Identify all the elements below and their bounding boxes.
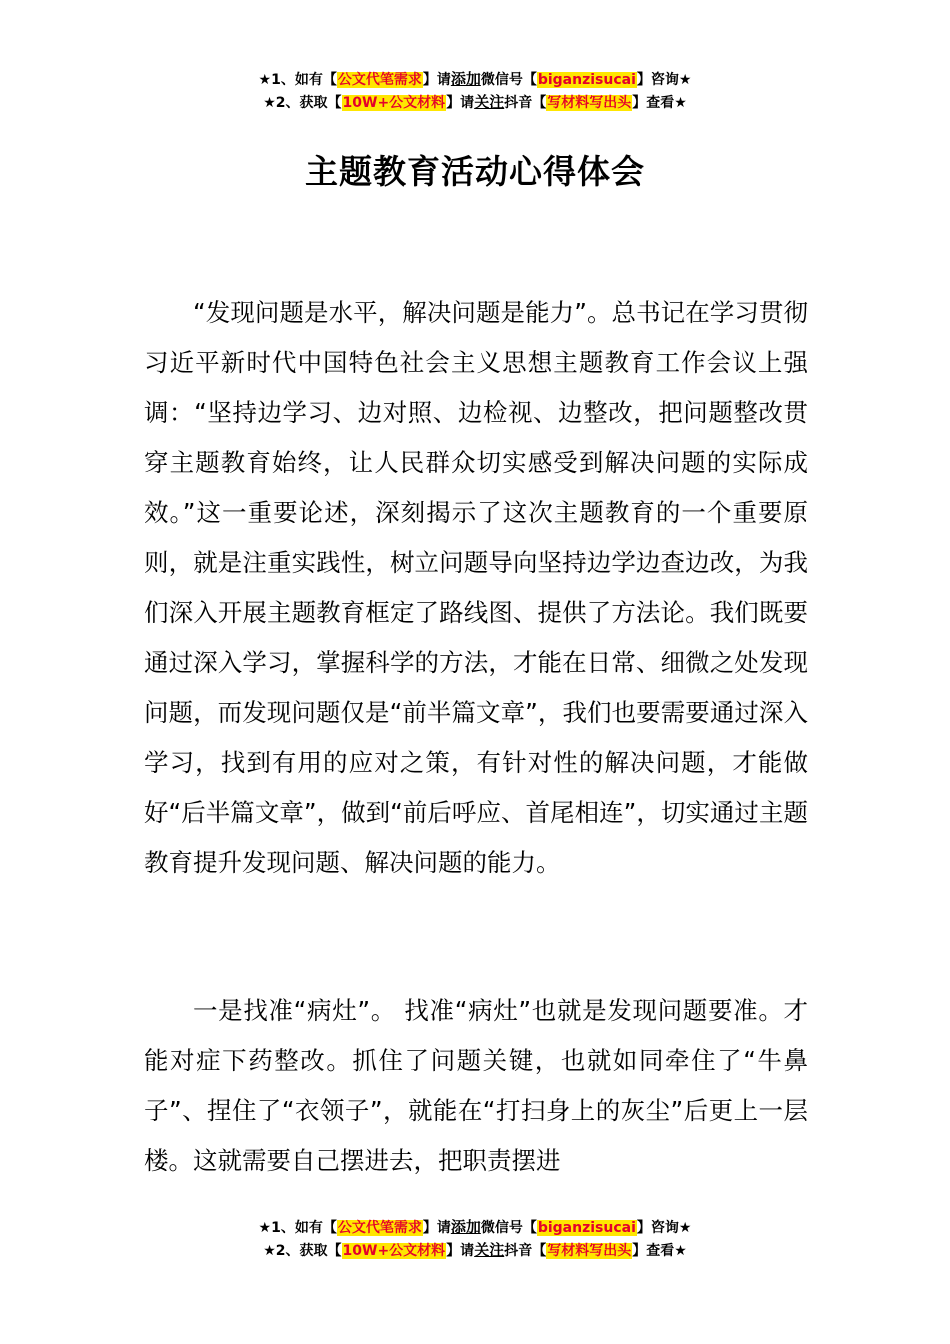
banner-highlight: biganzisucai bbox=[537, 72, 636, 88]
banner-highlight: biganzisucai bbox=[537, 1220, 636, 1236]
banner-highlight: 写材料写出头 bbox=[547, 1243, 632, 1259]
banner-text: 】请 bbox=[422, 72, 451, 88]
banner-line-1 bbox=[0, 1216, 950, 1239]
banner-line-2 bbox=[0, 91, 950, 114]
header-banner bbox=[0, 68, 950, 114]
banner-underlined: 关注 bbox=[474, 93, 505, 111]
banner-highlight: 10W+公文材料 bbox=[342, 95, 446, 111]
banner-text: ★1、如有【 bbox=[258, 1220, 337, 1236]
banner-text: ★1、如有【 bbox=[258, 72, 337, 88]
banner-text: 】请 bbox=[422, 1220, 451, 1236]
banner-highlight: 写材料写出头 bbox=[547, 95, 632, 111]
banner-text: 】请 bbox=[446, 1243, 475, 1259]
document-title: 主题教育活动心得体会 bbox=[305, 152, 645, 191]
banner-text: ★2、获取【 bbox=[263, 95, 342, 111]
banner-underlined: 添加 bbox=[450, 1218, 481, 1236]
banner-line-1 bbox=[0, 68, 950, 91]
banner-highlight: 10W+公文材料 bbox=[342, 1243, 446, 1259]
footer-banner bbox=[0, 1216, 950, 1262]
paragraph-point-one: 一是找准“病灶”。 找准“病灶”也就是发现问题要准。才能对症下药整改。抓住了问题关键，也就如同牵住了“牛鼻子”、捏住了“衣领子”，就能在“打扫身上的灰尘”后更上一层楼。这就需要自己摆进去，把职责摆进 bbox=[144, 996, 808, 1175]
banner-text: 】咨询★ bbox=[636, 72, 692, 88]
banner-underlined: 关注 bbox=[474, 1241, 505, 1259]
banner-text: 抖音【 bbox=[504, 1243, 547, 1259]
banner-text: 抖音【 bbox=[504, 95, 547, 111]
banner-text: 】查看★ bbox=[632, 95, 687, 111]
banner-highlight: 公文代笔需求 bbox=[337, 72, 422, 88]
banner-text: 】咨询★ bbox=[636, 1220, 692, 1236]
banner-text: 】查看★ bbox=[632, 1243, 687, 1259]
banner-text: ★2、获取【 bbox=[263, 1243, 342, 1259]
paragraph-intro: “发现问题是水平，解决问题是能力”。总书记在学习贯彻习近平新时代中国特色社会主义思想主题教育工作会议上强调：“坚持边学习、边对照、边检视、边整改，把问题整改贯穿主题教育始终，让人民群众切实感受到解决问题的实际成效。”这一重要论述，深刻揭示了这次主题教育的一个重要原则，就是注重实践性，树立问题导向坚持边学边查边改，为我们深入开展主题教育框定了路线图、提供了方法论。我们既要通过深入学习，掌握科学的方法，才能在日常、细微之处发现问题，而发现问题仅是“前半篇文章”，我们也要需要通过深入学习，找到有用的应对之策，有针对性的解决问题，才能做好“后半篇文章”，做到“前后呼应、首尾相连”，切实通过主题教育提升发现问题、解决问题的能力。 bbox=[144, 298, 808, 877]
banner-text: 】请 bbox=[446, 95, 475, 111]
banner-underlined: 添加 bbox=[450, 70, 481, 88]
banner-text: 微信号【 bbox=[480, 1220, 537, 1236]
banner-highlight: 公文代笔需求 bbox=[337, 1220, 422, 1236]
banner-text: 微信号【 bbox=[480, 72, 537, 88]
banner-line-2 bbox=[0, 1239, 950, 1262]
